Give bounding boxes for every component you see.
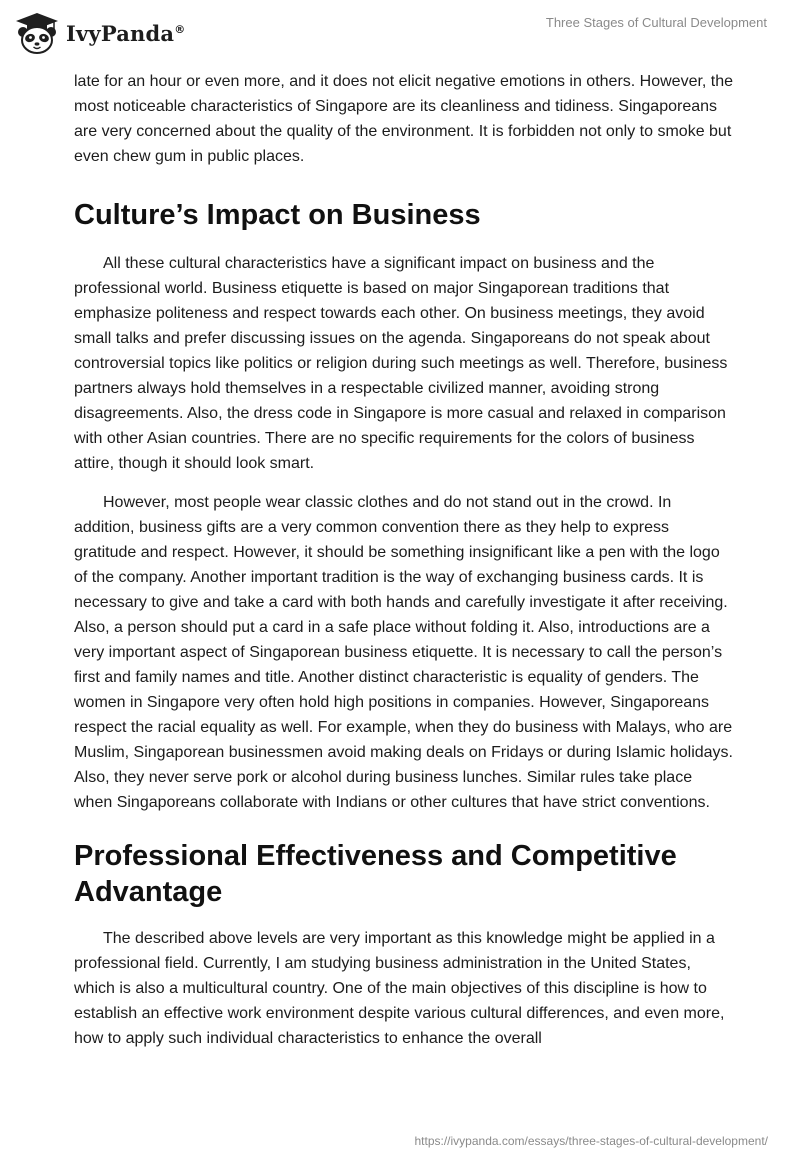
- paragraph-professional: The described above levels are very important as this knowledge might be applied in a professional field. Currently, I am studying business administration in the United States, which is also a multicultural country. One of the main objectives of this discipline is how to establish an effective work environment despite various cultural differences, and even more, how to apply such individual characteristics to enhance the overall: [74, 930, 725, 1047]
- essay-body: [74, 69, 734, 1051]
- logo-wordmark: IvyPanda®: [66, 20, 186, 46]
- site-logo[interactable]: [14, 10, 185, 56]
- document-title: Three Stages of Cultural Development: [545, 15, 767, 30]
- panda-logo-icon: [14, 10, 60, 56]
- heading-culture-impact: Culture’s Impact on Business: [74, 199, 481, 231]
- source-url[interactable]: https://ivypanda.com/essays/three-stages-of-cultural-development/: [414, 1134, 768, 1148]
- paragraph-culture-1: All these cultural characteristics have a significant impact on business and the professional world. Business etiquette is based on major Singaporean traditions that emphasize politeness and respect towards each other. On business meetings, they avoid small talks and prefer discussing issues on the agenda. Singaporeans do not speak about controversial topics like politics or religion during such meetings as well. Therefore, business partners always hold themselves in a respectable civilized manner, avoiding strong disagreements. Also, the dress code in Singapore is more casual and relaxed in comparison with other Asian countries. There are no specific requirements for the colors of business attire, though it should look smart.: [74, 255, 728, 472]
- heading-professional-effectiveness: Professional Effectiveness and Competitive Advantage: [74, 840, 677, 908]
- paragraph-culture-2: However, most people wear classic clothes and do not stand out in the crowd. In addition, business gifts are a very common convention there as they help to express gratitude and respect. However, it should be something insignificant like a pen with the logo of the company. Another important tradition is the way of exchanging business cards. It is necessary to give and take a card with both hands and carefully investigate it after receiving. Also, a person should put a card in a safe place without folding it. Also, introductions are a very important aspect of Singaporean business etiquette. It is necessary to call the person’s first and family names and title. Another distinct characteristic is equality of genders. The women in Singapore very often hold high positions in companies. However, Singaporeans respect the racial equality as well. For example, when they do business with Malays, who are Muslim, Singaporean businessmen avoid making deals on Fridays or during Islamic holidays. Also, they never serve pork or alcohol during business lunches. Similar rules take place when Singaporeans collaborate with Indians or other cultures that have strict conventions.: [74, 494, 733, 811]
- page-header: [0, 0, 800, 64]
- paragraph-intro: late for an hour or even more, and it does not elicit negative emotions in others. However, the most noticeable characteristics of Singapore are its cleanliness and tidiness. Singaporeans are very concerned about the quality of the environment. It is forbidden not only to smoke but even chew gum in public places.: [74, 73, 734, 165]
